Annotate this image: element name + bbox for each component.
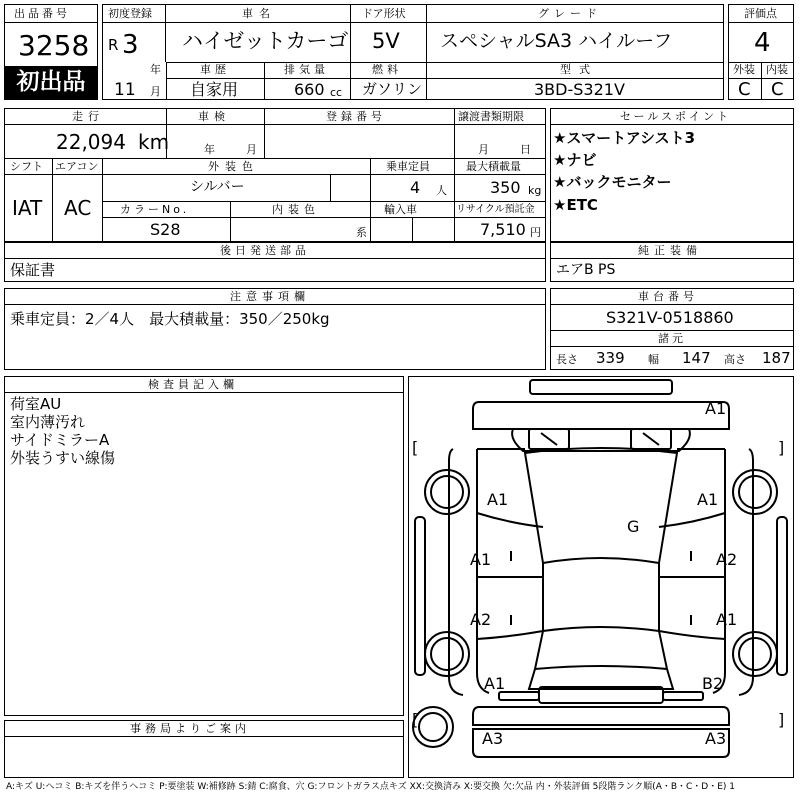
damage-mark: A2 [716,550,738,569]
history: 自家用 [190,80,239,99]
roof [543,563,659,631]
month-unit: 月 [150,85,161,98]
bracket-right: ] [778,710,785,729]
height: 187 [762,349,791,367]
windshield [525,448,677,563]
inspection-label: 車検 [198,110,230,123]
shift-label: シフト [10,160,43,173]
damage-mark: A2 [470,610,492,629]
int-color-label: 内装色 [272,203,320,216]
caution-text: 乗車定員：2／4人 最大積載量：350／250kg [10,310,330,328]
damage-mark: A1 [697,490,719,509]
car-diagram [409,377,793,777]
first-reg-year: 3 [122,30,139,60]
damage-mark: A1 [716,610,738,629]
bracket-left: [ [412,438,419,457]
capacity: 4 [410,178,421,197]
shift: IAT [12,196,43,220]
interior-label: 内装 [766,63,788,76]
oem-label: 純正装備 [638,244,702,257]
model: 3BD-S321V [534,80,625,99]
maxload: 350 [490,178,521,197]
inspector-note: サイドミラーA [10,431,110,449]
sales-point-item: ★スマートアシスト3 [553,129,696,147]
office-label: 事務局よりご案内 [130,722,250,735]
lot-number: 3258 [18,29,90,62]
oem-equipment: エアB PS [556,262,616,278]
bracket-left: [ [412,710,419,729]
damage-mark: A1 [487,490,509,509]
interior-grade: C [771,79,784,100]
chassis-number: S321V-0518860 [606,308,734,327]
bracket-right: ] [778,438,785,457]
sales-points-label: セールスポイント [620,110,732,123]
first-reg-label: 初度登録 [108,7,152,20]
transfer-month-unit: 月 [478,143,489,156]
exterior-grade: C [738,79,751,100]
inspection-month-unit: 月 [246,143,257,156]
transfer-label: 譲渡書類期限 [458,110,524,123]
damage-mark: B2 [702,674,724,693]
damage-mark: A3 [482,729,504,748]
year-unit: 年 [150,63,161,76]
displacement: 660 [294,80,325,99]
left-inner-body [477,449,489,693]
mileage-unit: km [138,130,170,154]
later-parts-label: 後日発送部品 [220,244,310,257]
front-body [473,399,729,429]
rear-bumper [473,729,729,757]
fuel: ガソリン [362,80,423,98]
mileage: 22,094 [56,130,126,154]
car-name: ハイゼットカーゴ [182,29,349,53]
door-label: ドア形状 [362,7,406,20]
int-color-suffix: 系 [356,226,367,239]
damage-mark: G [627,517,640,536]
score-label: 評価点 [744,7,777,20]
chassis-label: 車台番号 [638,290,698,303]
inspector-note: 室内薄汚れ [10,413,86,431]
color-label: 外装色 [208,160,259,173]
damage-mark: A3 [705,729,727,748]
era: R [108,36,119,54]
maxload-label: 最大積載量 [466,160,521,173]
inspector-note: 荷室AU [10,395,62,413]
lot-number-label: 出品番号 [14,7,70,20]
displacement-unit: cc [330,86,343,99]
capacity-label: 乗車定員 [386,160,430,173]
rear-body [473,707,729,725]
sales-point-item: ★バックモニター [553,173,672,191]
length: 339 [596,349,625,367]
right-inner-body [713,449,725,693]
dims-label: 諸元 [658,332,686,345]
door-type: 5V [372,29,400,53]
spec-grid [4,108,546,242]
inspector-label: 検査員記入欄 [148,378,238,391]
score: 4 [754,28,771,58]
inspector-note: 外装うすい線傷 [10,449,116,467]
color: シルバー [190,179,245,195]
history-label: 車歴 [200,63,230,76]
mileage-label: 走行 [72,110,104,123]
damage-mark: A1 [484,674,506,693]
height-label: 高さ [724,353,746,366]
ac-label: エアコン [55,160,99,173]
sales-point-item: ★ナビ [553,151,597,169]
sales-point-item: ★ETC [553,196,598,214]
capacity-unit: 人 [436,184,447,197]
later-parts: 保証書 [10,261,56,279]
recycle-unit: 円 [530,226,541,239]
ac: AC [64,196,92,220]
color-no: S28 [150,220,181,239]
width: 147 [682,349,711,367]
damage-mark: A1 [705,399,727,418]
damage-mark: A1 [470,550,492,569]
displacement-label: 排気量 [284,63,329,76]
car-name-label: 車名 [242,7,276,20]
maxload-unit: kg [528,184,542,197]
import-label: 輸入車 [384,203,417,216]
exterior-label: 外装 [733,63,755,76]
recycle-label: リサイクル預託金 [456,204,535,215]
right-mirror [777,517,787,675]
legend: A:キズ U:ヘコミ B:キズを伴うヘコミ P:要塗装 W:補修跡 S:錆 C:腐食、穴 G:フロントガラス点キズ XX:交換済み X:要交換 欠:欠品 内・外装評価 5段階ランク順(A・B・C・D・E) 1 [6,782,736,792]
first-reg-month: 11 [114,80,136,100]
width-label: 幅 [648,353,659,366]
recycle-fee: 7,510 [480,220,526,239]
transfer-day-unit: 日 [520,143,531,156]
length-label: 長さ [556,353,578,366]
caution-label: 注意事項欄 [230,290,310,303]
model-label: 型式 [560,63,598,76]
color-no-label: カラーNo. [120,203,190,216]
reg-no-label: 登録番号 [326,110,386,123]
front-bumper [530,380,672,394]
fuel-label: 燃料 [372,63,402,76]
grade-label: グレード [538,7,602,20]
first-listing-badge: 初出品 [5,66,97,99]
grade: スペシャルSA3 ハイルーフ [440,30,673,52]
left-mirror [415,517,425,675]
inspection-year-unit: 年 [204,143,215,156]
rear-window [535,631,667,669]
